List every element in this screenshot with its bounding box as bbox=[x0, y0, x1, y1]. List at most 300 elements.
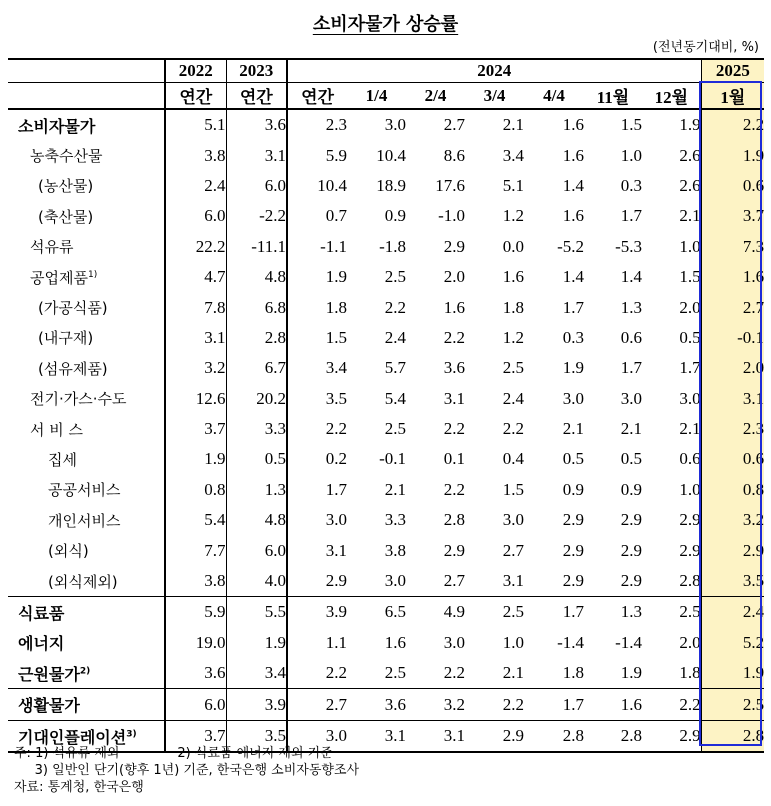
value-cell: 2.2 bbox=[325, 663, 347, 683]
row-label-text: 전기·가스·수도 bbox=[30, 390, 127, 409]
value-cell: 0.8 bbox=[701, 475, 764, 505]
footnote-line: 자료: 통계청, 한국은행 bbox=[14, 780, 144, 795]
table-row bbox=[8, 658, 764, 689]
row-label bbox=[8, 505, 165, 535]
row-label bbox=[8, 566, 165, 597]
row-label bbox=[8, 535, 165, 565]
footnote-line: 3) 일반인 단기(향후 1년) 기준, 한국은행 소비자동향조사 bbox=[14, 763, 360, 778]
value-cell: 3.5 bbox=[701, 566, 764, 597]
row-label-text: 개인서비스 bbox=[48, 511, 121, 530]
table-row bbox=[8, 140, 764, 170]
value-cell: -0.1 bbox=[701, 323, 764, 353]
value-cell: 8.6 bbox=[443, 145, 465, 165]
row-label-text: (섬유제품) bbox=[38, 359, 108, 378]
row-label-text: 생활물가 bbox=[18, 696, 80, 716]
value-cell: 0.7 bbox=[325, 206, 347, 226]
value-cell: 2.5 bbox=[384, 663, 406, 683]
row-label-text: 집세 bbox=[48, 450, 77, 469]
value-cell: 3.0 bbox=[502, 510, 524, 530]
value-cell: 7.3 bbox=[701, 232, 764, 262]
value-cell: 3.1 bbox=[443, 388, 465, 408]
value-cell: 6.0 bbox=[226, 535, 287, 565]
table-row bbox=[8, 323, 764, 353]
row-label bbox=[8, 353, 165, 383]
value-cell: 7.7 bbox=[165, 535, 226, 565]
value-cell: 3.1 bbox=[347, 720, 406, 752]
value-cell: -1.8 bbox=[379, 236, 406, 256]
value-cell: 2.1 bbox=[384, 479, 406, 499]
value-cell: 1.5 bbox=[620, 115, 642, 135]
value-cell: 2.9 bbox=[701, 535, 764, 565]
value-cell: 2.2 bbox=[443, 327, 465, 347]
value-cell: 1.9 bbox=[620, 663, 642, 683]
value-cell: 1.7 bbox=[562, 297, 584, 317]
header-period: 1/4 bbox=[347, 83, 406, 110]
value-cell: 2.8 bbox=[443, 510, 465, 530]
value-cell: 1.9 bbox=[562, 358, 584, 378]
value-cell: 2.9 bbox=[325, 571, 347, 591]
value-cell: 1.6 bbox=[562, 206, 584, 226]
value-cell: 3.3 bbox=[226, 414, 287, 444]
value-cell: 1.3 bbox=[584, 597, 642, 628]
value-cell: 2.0 bbox=[701, 353, 764, 383]
value-cell: 4.0 bbox=[226, 566, 287, 597]
header-period: 1월 bbox=[701, 83, 764, 110]
value-cell: 1.0 bbox=[620, 145, 642, 165]
cpi-table bbox=[8, 58, 764, 753]
value-cell: 2.5 bbox=[465, 597, 524, 628]
value-cell: 2.9 bbox=[562, 571, 584, 591]
value-cell: 2.2 bbox=[502, 419, 524, 439]
value-cell: 2.9 bbox=[562, 510, 584, 530]
value-cell: 6.8 bbox=[226, 292, 287, 322]
value-cell: 3.5 bbox=[325, 388, 347, 408]
table-title: 소비자물가 상승률 bbox=[312, 14, 459, 35]
row-label-text: (축산물) bbox=[38, 207, 94, 226]
value-cell: 1.6 bbox=[562, 145, 584, 165]
value-cell: 3.7 bbox=[165, 720, 226, 752]
value-cell: 3.6 bbox=[226, 109, 287, 140]
value-cell: 1.7 bbox=[325, 479, 347, 499]
value-cell: 3.8 bbox=[165, 140, 226, 170]
value-cell: 2.9 bbox=[642, 720, 701, 752]
header-period: 연간 bbox=[287, 83, 347, 110]
value-cell: 1.8 bbox=[502, 297, 524, 317]
row-label bbox=[8, 232, 165, 262]
row-label bbox=[8, 414, 165, 444]
value-cell: 1.1 bbox=[325, 632, 347, 652]
value-cell: 2.2 bbox=[325, 419, 347, 439]
header-period: 12월 bbox=[642, 83, 701, 110]
row-label bbox=[8, 171, 165, 201]
value-cell: 2.5 bbox=[384, 267, 406, 287]
value-cell: 3.7 bbox=[165, 414, 226, 444]
value-cell: 2.8 bbox=[701, 720, 764, 752]
table-row bbox=[8, 292, 764, 322]
value-cell: 3.1 bbox=[406, 720, 465, 752]
row-label-text: (가공식품) bbox=[38, 299, 108, 318]
value-cell: 1.2 bbox=[502, 206, 524, 226]
value-cell: 0.5 bbox=[562, 449, 584, 469]
row-label-text: 에너지 bbox=[18, 634, 65, 654]
value-cell: 2.2 bbox=[642, 689, 701, 720]
value-cell: 2.8 bbox=[584, 720, 642, 752]
value-cell: 1.8 bbox=[642, 658, 701, 689]
value-cell: 2.2 bbox=[384, 297, 406, 317]
row-label bbox=[8, 262, 165, 292]
footnote-line: 주: 1) 석유류 제외 2) 식료품·에너지 제외 기준 bbox=[14, 746, 333, 761]
value-cell: 1.6 bbox=[502, 267, 524, 287]
value-cell: 3.1 bbox=[502, 571, 524, 591]
value-cell: 2.1 bbox=[642, 201, 701, 231]
value-cell: 3.9 bbox=[226, 689, 287, 720]
value-cell: 3.1 bbox=[226, 140, 287, 170]
value-cell: 2.1 bbox=[620, 419, 642, 439]
value-cell: 0.3 bbox=[620, 175, 642, 195]
value-cell: 4.8 bbox=[226, 505, 287, 535]
row-label bbox=[8, 323, 165, 353]
value-cell: 1.9 bbox=[642, 109, 701, 140]
value-cell: 2.1 bbox=[502, 115, 524, 135]
header-year: 2024 bbox=[287, 59, 701, 83]
value-cell: 0.9 bbox=[562, 479, 584, 499]
value-cell: 2.9 bbox=[620, 571, 642, 591]
value-cell: 2.9 bbox=[642, 505, 701, 535]
value-cell: 3.1 bbox=[701, 384, 764, 414]
row-label-text: 식료품 bbox=[18, 603, 65, 623]
value-cell: 3.4 bbox=[502, 145, 524, 165]
value-cell: 2.5 bbox=[384, 419, 406, 439]
value-cell: 3.4 bbox=[226, 658, 287, 689]
value-cell: 2.3 bbox=[701, 414, 764, 444]
value-cell: 5.7 bbox=[384, 358, 406, 378]
value-cell: 1.7 bbox=[524, 597, 584, 628]
row-label-text: 농축수산물 bbox=[30, 147, 103, 166]
value-cell: 2.1 bbox=[642, 414, 701, 444]
value-cell: -5.3 bbox=[615, 236, 642, 256]
value-cell: 0.5 bbox=[642, 323, 701, 353]
value-cell: 10.4 bbox=[376, 145, 406, 165]
value-cell: 1.7 bbox=[642, 353, 701, 383]
table-row bbox=[8, 414, 764, 444]
value-cell: -1.1 bbox=[320, 236, 347, 256]
value-cell: -5.2 bbox=[557, 236, 584, 256]
value-cell: 1.9 bbox=[701, 140, 764, 170]
value-cell: 2.4 bbox=[502, 388, 524, 408]
row-label-text: (내구재) bbox=[38, 329, 94, 348]
value-cell: 5.1 bbox=[502, 175, 524, 195]
value-cell: 2.9 bbox=[443, 236, 465, 256]
value-cell: 0.1 bbox=[443, 449, 465, 469]
value-cell: 1.9 bbox=[325, 267, 347, 287]
value-cell: 19.0 bbox=[165, 628, 226, 658]
value-cell: 1.6 bbox=[562, 115, 584, 135]
value-cell: 3.2 bbox=[165, 353, 226, 383]
row-label bbox=[8, 109, 165, 140]
row-label-text: 기대인플레이션 bbox=[18, 727, 127, 747]
row-label bbox=[8, 292, 165, 322]
table-body bbox=[8, 109, 764, 752]
value-cell: 0.0 bbox=[502, 236, 524, 256]
value-cell: 2.4 bbox=[165, 171, 226, 201]
value-cell: 5.2 bbox=[701, 628, 764, 658]
value-cell: 3.0 bbox=[443, 632, 465, 652]
value-cell: 1.5 bbox=[642, 262, 701, 292]
value-cell: -0.1 bbox=[379, 449, 406, 469]
header-year: 2022 bbox=[165, 59, 226, 83]
value-cell: 1.4 bbox=[562, 267, 584, 287]
value-cell: 3.6 bbox=[165, 658, 226, 689]
value-cell: 6.0 bbox=[165, 689, 226, 720]
row-label-text: 소비자물가 bbox=[18, 116, 96, 136]
footnotes bbox=[14, 745, 359, 796]
value-cell: 1.2 bbox=[502, 327, 524, 347]
row-label-text: (외식제외) bbox=[48, 572, 118, 591]
value-cell: 2.5 bbox=[642, 597, 701, 628]
value-cell: 0.2 bbox=[325, 449, 347, 469]
value-cell: 5.4 bbox=[165, 505, 226, 535]
row-label-text: 공업제품 bbox=[30, 268, 88, 287]
unit-label: (전년동기대비, %) bbox=[652, 40, 759, 55]
value-cell: 2.7 bbox=[502, 540, 524, 560]
header-year: 2023 bbox=[226, 59, 287, 83]
value-cell: 3.0 bbox=[287, 720, 347, 752]
value-cell: 4.8 bbox=[226, 262, 287, 292]
value-cell: 5.5 bbox=[226, 597, 287, 628]
value-cell: 6.0 bbox=[165, 201, 226, 231]
value-cell: 3.9 bbox=[287, 597, 347, 628]
value-cell: 2.2 bbox=[443, 479, 465, 499]
value-cell: -1.4 bbox=[557, 632, 584, 652]
value-cell: 10.4 bbox=[317, 175, 347, 195]
value-cell: 2.1 bbox=[502, 663, 524, 683]
table-row bbox=[8, 232, 764, 262]
value-cell: 1.0 bbox=[642, 232, 701, 262]
value-cell: 3.2 bbox=[406, 689, 465, 720]
footnote-marker: 3) bbox=[126, 729, 137, 740]
row-label-text: 석유류 bbox=[30, 238, 74, 257]
footnote-marker: 1) bbox=[87, 269, 98, 280]
value-cell: 3.1 bbox=[325, 540, 347, 560]
value-cell: 3.1 bbox=[165, 323, 226, 353]
table-row bbox=[8, 566, 764, 597]
row-label bbox=[8, 384, 165, 414]
value-cell: 4.7 bbox=[165, 262, 226, 292]
value-cell: 1.6 bbox=[384, 632, 406, 652]
row-label bbox=[8, 628, 165, 658]
value-cell: 1.8 bbox=[325, 297, 347, 317]
value-cell: 2.8 bbox=[642, 566, 701, 597]
value-cell: 2.7 bbox=[443, 115, 465, 135]
value-cell: 2.3 bbox=[325, 115, 347, 135]
value-cell: 2.1 bbox=[562, 419, 584, 439]
footnote-marker: 2) bbox=[79, 666, 91, 677]
value-cell: 1.6 bbox=[701, 262, 764, 292]
value-cell: 2.9 bbox=[620, 510, 642, 530]
value-cell: 1.5 bbox=[502, 479, 524, 499]
value-cell: 2.9 bbox=[562, 540, 584, 560]
row-label-text: 근원물가 bbox=[18, 664, 80, 684]
row-label-text: 서 비 스 bbox=[30, 420, 84, 439]
value-cell: 1.7 bbox=[524, 689, 584, 720]
value-cell: 1.3 bbox=[620, 297, 642, 317]
table-row bbox=[8, 535, 764, 565]
value-cell: -11.1 bbox=[226, 232, 287, 262]
value-cell: 1.8 bbox=[562, 663, 584, 683]
value-cell: 3.2 bbox=[701, 505, 764, 535]
value-cell: 1.3 bbox=[226, 475, 287, 505]
table-row bbox=[8, 171, 764, 201]
value-cell: 2.6 bbox=[642, 171, 701, 201]
header-period: 연간 bbox=[165, 83, 226, 110]
value-cell: 2.0 bbox=[642, 628, 701, 658]
header-period: 2/4 bbox=[406, 83, 465, 110]
value-cell: 3.8 bbox=[384, 540, 406, 560]
value-cell: 5.4 bbox=[384, 388, 406, 408]
header-period-row bbox=[8, 83, 764, 110]
value-cell: 2.6 bbox=[642, 140, 701, 170]
table-row bbox=[8, 444, 764, 474]
value-cell: 20.2 bbox=[226, 384, 287, 414]
value-cell: 6.5 bbox=[347, 597, 406, 628]
header-period: 4/4 bbox=[524, 83, 584, 110]
value-cell: 1.6 bbox=[443, 297, 465, 317]
value-cell: 0.9 bbox=[620, 479, 642, 499]
table-row bbox=[8, 384, 764, 414]
value-cell: 2.5 bbox=[502, 358, 524, 378]
value-cell: 0.6 bbox=[701, 171, 764, 201]
table-row bbox=[8, 689, 764, 720]
value-cell: 2.2 bbox=[701, 109, 764, 140]
value-cell: 2.4 bbox=[384, 327, 406, 347]
value-cell: 2.9 bbox=[443, 540, 465, 560]
table-row bbox=[8, 628, 764, 658]
value-cell: 3.0 bbox=[562, 388, 584, 408]
value-cell: -2.2 bbox=[226, 201, 287, 231]
value-cell: 1.0 bbox=[502, 632, 524, 652]
value-cell: 0.5 bbox=[226, 444, 287, 474]
value-cell: 0.6 bbox=[620, 327, 642, 347]
value-cell: 2.7 bbox=[701, 292, 764, 322]
header-period: 3/4 bbox=[465, 83, 524, 110]
value-cell: 3.0 bbox=[620, 388, 642, 408]
row-label-text: (외식) bbox=[48, 542, 89, 561]
value-cell: 2.9 bbox=[465, 720, 524, 752]
value-cell: 4.9 bbox=[406, 597, 465, 628]
value-cell: 3.6 bbox=[347, 689, 406, 720]
table-row bbox=[8, 262, 764, 292]
header-corner bbox=[8, 83, 165, 110]
table-row bbox=[8, 109, 764, 140]
row-label bbox=[8, 475, 165, 505]
value-cell: -1.0 bbox=[438, 206, 465, 226]
row-label bbox=[8, 597, 165, 628]
value-cell: 0.5 bbox=[620, 449, 642, 469]
row-label bbox=[8, 201, 165, 231]
value-cell: 1.7 bbox=[620, 358, 642, 378]
value-cell: 3.8 bbox=[165, 566, 226, 597]
row-label bbox=[8, 140, 165, 170]
value-cell: 3.6 bbox=[443, 358, 465, 378]
value-cell: 3.7 bbox=[701, 201, 764, 231]
row-label-text: 공공서비스 bbox=[48, 481, 121, 500]
value-cell: 3.0 bbox=[384, 115, 406, 135]
value-cell: 3.0 bbox=[384, 571, 406, 591]
value-cell: 18.9 bbox=[376, 175, 406, 195]
row-label bbox=[8, 658, 165, 689]
value-cell: 0.9 bbox=[384, 206, 406, 226]
value-cell: 2.2 bbox=[465, 689, 524, 720]
value-cell: 0.6 bbox=[701, 444, 764, 474]
header-corner bbox=[8, 59, 165, 83]
header-period: 연간 bbox=[226, 83, 287, 110]
value-cell: 2.5 bbox=[701, 689, 764, 720]
value-cell: 2.2 bbox=[443, 419, 465, 439]
header-year-row bbox=[8, 59, 764, 83]
value-cell: 17.6 bbox=[435, 175, 465, 195]
value-cell: 7.8 bbox=[165, 292, 226, 322]
value-cell: 3.0 bbox=[642, 384, 701, 414]
value-cell: 1.4 bbox=[620, 267, 642, 287]
table-row bbox=[8, 475, 764, 505]
value-cell: 5.1 bbox=[165, 109, 226, 140]
value-cell: 1.4 bbox=[562, 175, 584, 195]
value-cell: 22.2 bbox=[165, 232, 226, 262]
value-cell: 1.9 bbox=[226, 628, 287, 658]
value-cell: 2.2 bbox=[443, 663, 465, 683]
value-cell: 2.8 bbox=[524, 720, 584, 752]
value-cell: 12.6 bbox=[165, 384, 226, 414]
value-cell: 2.7 bbox=[287, 689, 347, 720]
table-row bbox=[8, 505, 764, 535]
table-row bbox=[8, 597, 764, 628]
value-cell: 5.9 bbox=[325, 145, 347, 165]
value-cell: 1.5 bbox=[325, 327, 347, 347]
value-cell: 5.9 bbox=[165, 597, 226, 628]
row-label-text: (농산물) bbox=[38, 177, 94, 196]
header-period: 11월 bbox=[584, 83, 642, 110]
value-cell: 3.4 bbox=[325, 358, 347, 378]
value-cell: 1.9 bbox=[165, 444, 226, 474]
value-cell: 2.9 bbox=[642, 535, 701, 565]
table-row bbox=[8, 353, 764, 383]
value-cell: 0.3 bbox=[562, 327, 584, 347]
value-cell: 3.3 bbox=[384, 510, 406, 530]
value-cell: 1.6 bbox=[584, 689, 642, 720]
value-cell: 1.0 bbox=[642, 475, 701, 505]
value-cell: -1.4 bbox=[615, 632, 642, 652]
header-year: 2025 bbox=[701, 59, 764, 83]
value-cell: 2.0 bbox=[642, 292, 701, 322]
value-cell: 1.7 bbox=[620, 206, 642, 226]
value-cell: 2.0 bbox=[443, 267, 465, 287]
value-cell: 2.8 bbox=[226, 323, 287, 353]
value-cell: 0.4 bbox=[502, 449, 524, 469]
value-cell: 2.4 bbox=[701, 597, 764, 628]
value-cell: 3.5 bbox=[226, 720, 287, 752]
value-cell: 1.9 bbox=[701, 658, 764, 689]
value-cell: 6.7 bbox=[226, 353, 287, 383]
value-cell: 2.7 bbox=[443, 571, 465, 591]
value-cell: 0.6 bbox=[642, 444, 701, 474]
row-label bbox=[8, 689, 165, 720]
value-cell: 6.0 bbox=[226, 171, 287, 201]
value-cell: 2.9 bbox=[620, 540, 642, 560]
value-cell: 0.8 bbox=[165, 475, 226, 505]
row-label bbox=[8, 444, 165, 474]
value-cell: 3.0 bbox=[325, 510, 347, 530]
table-row bbox=[8, 201, 764, 231]
